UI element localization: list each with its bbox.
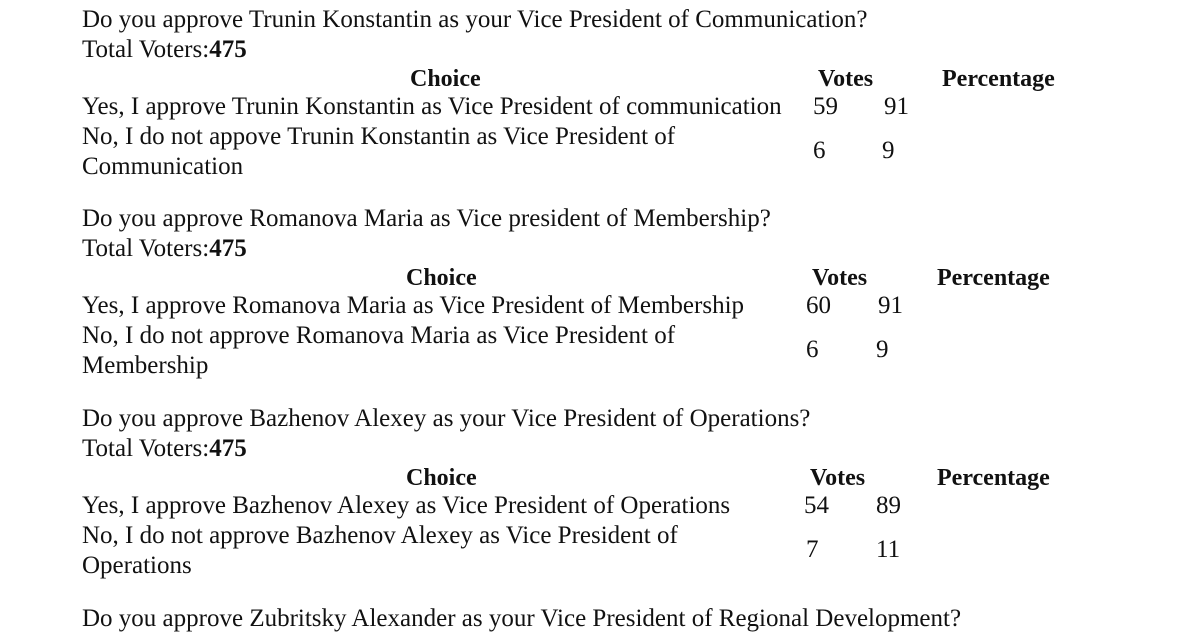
votes-header: Votes bbox=[818, 66, 874, 92]
table-row bbox=[0, 92, 1200, 122]
votes-header: Votes bbox=[810, 465, 866, 491]
percentage-header: Percentage bbox=[937, 465, 1050, 491]
choice-cell: No, I do not approve Romanova Maria as Vice President of Membership bbox=[82, 322, 676, 379]
total-voters-label: Total Voters: bbox=[82, 36, 210, 63]
total-voters-value: 475 bbox=[209, 235, 247, 262]
votes-cell: 6 bbox=[813, 137, 826, 164]
votes-cell: 7 bbox=[806, 536, 819, 563]
total-voters-value: 475 bbox=[209, 36, 247, 63]
vote-section-operations bbox=[0, 399, 1200, 599]
percentage-cell: 11 bbox=[876, 536, 901, 563]
choice-cell: No, I do not approve Bazhenov Alexey as Vice President of Operations bbox=[82, 522, 678, 579]
votes-cell: 6 bbox=[806, 336, 819, 363]
vote-section-membership bbox=[0, 199, 1200, 399]
votes-cell: 54 bbox=[804, 492, 829, 519]
table-row bbox=[0, 321, 1200, 381]
table-row bbox=[0, 521, 1200, 581]
votes-header: Votes bbox=[812, 265, 868, 291]
vote-section-communication bbox=[0, 0, 1200, 200]
percentage-cell: 9 bbox=[882, 137, 895, 164]
question-text-regional-development: Do you approve Zubritsky Alexander as your Vice President of Regional Development? bbox=[82, 605, 962, 632]
votes-cell: 59 bbox=[813, 93, 838, 120]
percentage-cell: 89 bbox=[876, 492, 901, 519]
choice-cell: Yes, I approve Romanova Maria as Vice President of Membership bbox=[82, 292, 745, 319]
total-voters bbox=[82, 434, 247, 464]
choice-cell: No, I do not appove Trunin Konstantin as Vice President of Communication bbox=[82, 123, 676, 180]
percentage-cell: 9 bbox=[876, 336, 889, 363]
percentage-cell: 91 bbox=[878, 292, 903, 319]
total-voters bbox=[82, 35, 247, 65]
percentage-header: Percentage bbox=[937, 265, 1050, 291]
total-voters-label: Total Voters: bbox=[82, 235, 210, 262]
total-voters-label: Total Voters: bbox=[82, 435, 210, 462]
total-voters-value: 475 bbox=[209, 435, 247, 462]
choice-cell: Yes, I approve Trunin Konstantin as Vice President of communication bbox=[82, 93, 782, 120]
question-text: Do you approve Bazhenov Alexey as your Vice President of Operations? bbox=[82, 405, 811, 432]
choice-header: Choice bbox=[406, 265, 477, 291]
table-row bbox=[0, 291, 1200, 321]
table-row bbox=[0, 491, 1200, 521]
percentage-cell: 91 bbox=[884, 93, 909, 120]
table-row bbox=[0, 122, 1200, 182]
question-text: Do you approve Trunin Konstantin as your Vice President of Communication? bbox=[82, 6, 868, 33]
choice-cell: Yes, I approve Bazhenov Alexey as Vice President of Operations bbox=[82, 492, 731, 519]
total-voters bbox=[82, 234, 247, 264]
percentage-header: Percentage bbox=[942, 66, 1055, 92]
choice-header: Choice bbox=[410, 66, 481, 92]
question-text: Do you approve Romanova Maria as Vice president of Membership? bbox=[82, 205, 771, 232]
votes-cell: 60 bbox=[806, 292, 831, 319]
choice-header: Choice bbox=[406, 465, 477, 491]
